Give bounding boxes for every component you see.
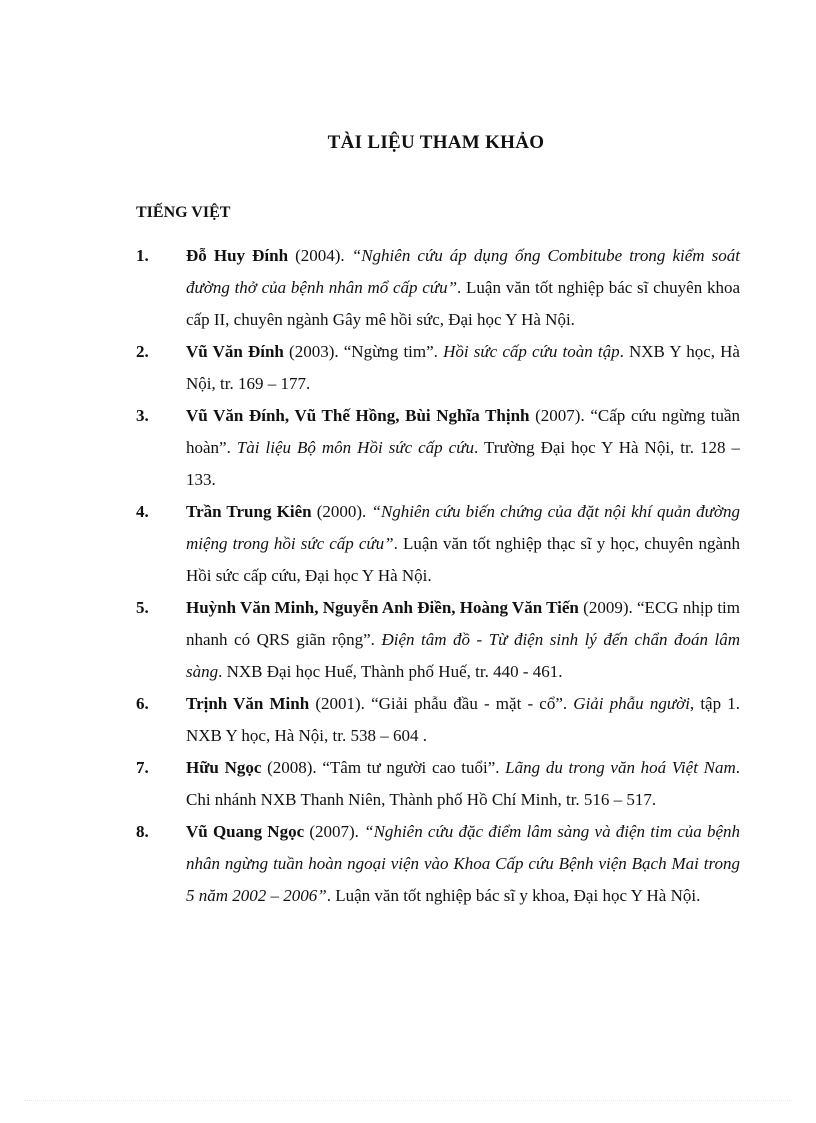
reference-authors: Vũ Văn Đính xyxy=(186,342,284,361)
reference-title: “ECG nhịp tim nhanh có QRS giãn rộng”. xyxy=(186,598,740,649)
reference-title: “Nghiên cứu đặc điểm lâm sàng và điện tim của bệnh nhân ngừng tuần hoàn ngoại viện vào Khoa Cấp cứu Bệnh viện Bạch Mai trong 5 năm 2002 – 2006” xyxy=(186,822,741,905)
reference-year: (2008). xyxy=(261,758,323,777)
reference-item xyxy=(136,496,740,592)
reference-source: Điện tâm đồ - Từ điện sinh lý đến chẩn đoán lâm sàng xyxy=(186,630,740,681)
reference-title: “Nghiên cứu biến chứng của đặt nội khí quản đường miệng trong hồi sức cấp cứu” xyxy=(186,502,741,553)
reference-item xyxy=(136,688,740,752)
reference-authors: Vũ Quang Ngọc xyxy=(186,822,305,841)
reference-details: . NXB Y học, Hà Nội, tr. 169 – 177. xyxy=(186,342,740,393)
reference-item xyxy=(136,400,740,496)
reference-number: 6. xyxy=(136,694,149,713)
reference-details: . Luận văn tốt nghiệp bác sĩ y khoa, Đại học Y Hà Nội. xyxy=(326,886,701,905)
reference-authors: Vũ Văn Đính, Vũ Thế Hồng, Bùi Nghĩa Thịnh xyxy=(186,406,530,425)
reference-details: , tập 1. NXB Y học, Hà Nội, tr. 538 – 604 . xyxy=(186,694,741,745)
reference-title: “Giải phẫu đầu - mặt - cổ”. xyxy=(371,694,574,713)
reference-authors: Huỳnh Văn Minh, Nguyễn Anh Điền, Hoàng Văn Tiến xyxy=(186,598,579,617)
section-heading: TIẾNG VIỆT xyxy=(136,204,231,221)
reference-year: (2004). xyxy=(288,246,352,265)
reference-authors: Trần Trung Kiên xyxy=(186,502,312,521)
page-bottom-rule xyxy=(24,1100,792,1101)
reference-item xyxy=(136,752,740,816)
reference-title: “Tâm tư người cao tuổi”. xyxy=(322,758,506,777)
reference-item xyxy=(136,816,740,912)
reference-number: 2. xyxy=(136,342,149,361)
reference-authors: Hữu Ngọc xyxy=(186,758,262,777)
reference-source: Lãng du trong văn hoá Việt Nam xyxy=(505,758,736,777)
reference-year: (2000). xyxy=(311,502,372,521)
reference-item xyxy=(136,240,740,336)
reference-details: . Trường Đại học Y Hà Nội, tr. 128 – 133. xyxy=(186,438,740,489)
page-title: TÀI LIỆU THAM KHẢO xyxy=(327,132,545,153)
reference-details: . Luận văn tốt nghiệp bác sĩ chuyên khoa cấp II, chuyên ngành Gây mê hồi sức, Đại học Y Hà Nội. xyxy=(186,278,741,329)
reference-year: (2009). xyxy=(578,598,638,617)
reference-details: . NXB Đại học Huế, Thành phố Huế, tr. 440 - 461. xyxy=(218,662,563,681)
reference-number: 7. xyxy=(136,758,149,777)
reference-year: (2007). xyxy=(304,822,365,841)
reference-number: 4. xyxy=(136,502,149,521)
reference-number: 1. xyxy=(136,246,149,265)
reference-source: Giải phẫu người xyxy=(573,694,690,713)
reference-year: (2003). xyxy=(283,342,344,361)
reference-authors: Đỗ Huy Đính xyxy=(186,246,289,265)
reference-details: . Luận văn tốt nghiệp thạc sĩ y học, chuyên ngành Hồi sức cấp cứu, Đại học Y Hà Nội. xyxy=(186,534,740,585)
reference-year: (2007). xyxy=(529,406,591,425)
reference-title: “Cấp cứu ngừng tuần hoàn”. xyxy=(186,406,740,457)
reference-year: (2001). xyxy=(309,694,372,713)
reference-title: “Ngừng tim”. xyxy=(343,342,444,361)
reference-list xyxy=(136,240,740,912)
reference-number: 5. xyxy=(136,598,149,617)
reference-item xyxy=(136,336,740,400)
reference-number: 8. xyxy=(136,822,149,841)
reference-item xyxy=(136,592,740,688)
reference-number: 3. xyxy=(136,406,149,425)
reference-authors: Trịnh Văn Minh xyxy=(186,694,310,713)
reference-title: “Nghiên cứu áp dụng ống Combitube trong kiểm soát đường thở của bệnh nhân mổ cấp cứu” xyxy=(186,246,741,297)
reference-source: Hồi sức cấp cứu toàn tập xyxy=(443,342,620,361)
reference-source: Tài liệu Bộ môn Hồi sức cấp cứu xyxy=(236,438,474,457)
reference-details: . Chi nhánh NXB Thanh Niên, Thành phố Hồ Chí Minh, tr. 516 – 517. xyxy=(186,758,740,809)
